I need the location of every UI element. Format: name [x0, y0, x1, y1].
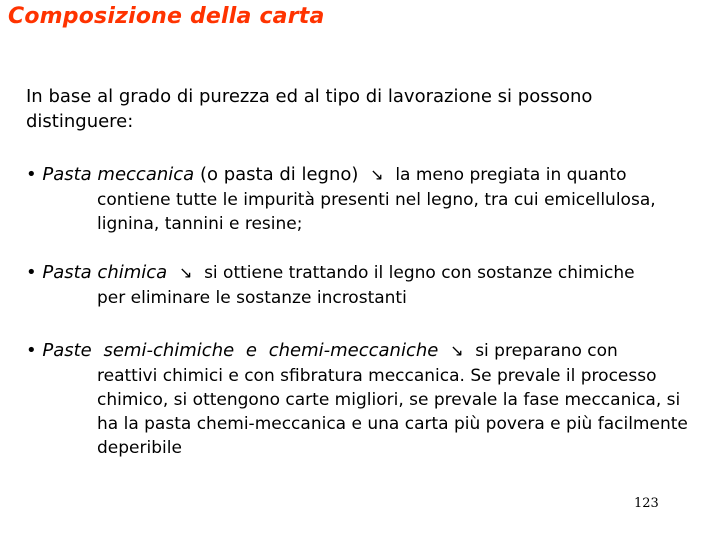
bullet-continuation: reattivi chimici e con sfibratura meccanica. Se prevale il processo chimico, si ottengono carte migliori, se prevale la fase meccanica, si ha la pasta chemi-meccanica e una carta più povera e più facilmente deperibile	[97, 366, 688, 458]
bullet-marker: •	[26, 262, 37, 283]
arrow-icon: ↘	[450, 341, 464, 360]
bullet-marker: •	[26, 164, 37, 185]
arrow-icon: ↘	[370, 165, 384, 184]
bullet-term: Pasta meccanica	[42, 164, 195, 185]
bullet-note: (o pasta di legno)	[199, 164, 359, 185]
bullet-lead-text: si preparano con	[475, 341, 618, 361]
bullet-item-1	[26, 162, 696, 188]
bullet-lead-text: si ottiene trattando il legno con sostanze chimiche	[204, 263, 635, 283]
slide-title: Composizione della carta	[8, 4, 325, 29]
bullet-item-2	[26, 260, 696, 286]
bullet-lead-text: la meno pregiata in quanto	[395, 165, 627, 185]
bullet-marker: •	[26, 340, 37, 361]
bullet-term: Paste semi-chimiche e chemi-meccaniche	[42, 340, 439, 361]
bullet-term: Pasta chimica	[42, 262, 168, 283]
bullet-item-3	[26, 338, 696, 364]
page-number: 123	[634, 496, 659, 511]
bullet-continuation: contiene tutte le impurità presenti nel legno, tra cui emicellulosa, lignina, tannini e resine;	[97, 190, 656, 234]
arrow-icon: ↘	[178, 263, 193, 282]
bullet-continuation: per eliminare le sostanze incrostanti	[97, 288, 407, 308]
intro-paragraph: In base al grado di purezza ed al tipo di lavorazione si possono distinguere:	[26, 86, 593, 132]
